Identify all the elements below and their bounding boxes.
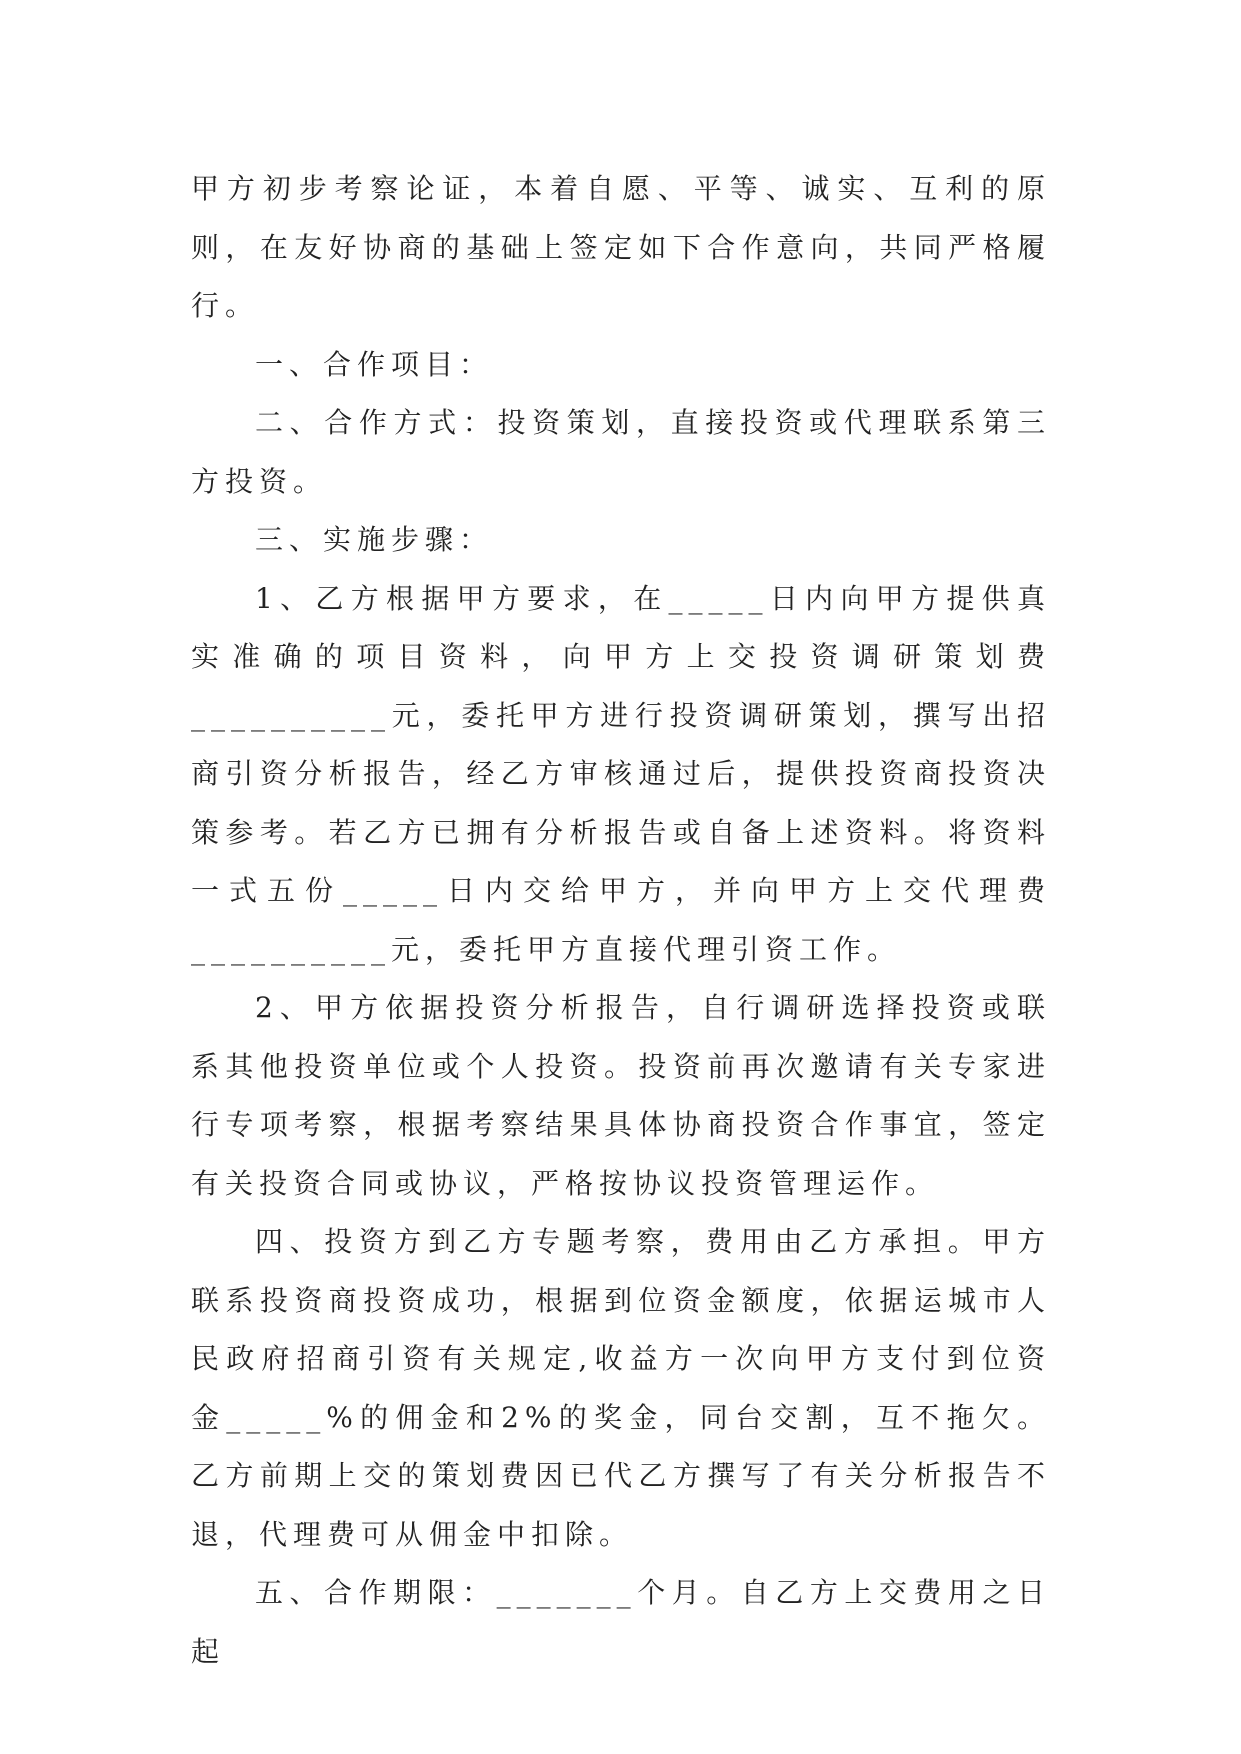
paragraph-cooperation-project: 一、合作项目： (255, 347, 494, 381)
paragraph-cooperation-method: 二、合作方式：投资策划，直接投资或代理联系第三方投资。 (191, 406, 1051, 498)
paragraph-step-1: 1、乙方根据甲方要求，在_____日内向甲方提供真实准确的项目资料，向甲方上交投资调研策划费__________元，委托甲方进行投资调研策划，撰写出招商引资分析报告，经乙方审核通过后，提供投资商投资决策参考。若乙方已拥有分析报告或自备上述资料。将资料一式五份_____日内交给甲方，并向甲方上交代理费__________元，委托甲方直接代理引资工作。 (191, 581, 1051, 966)
paragraph-investor-inspection: 四、投资方到乙方专题考察，费用由乙方承担。甲方联系投资商投资成功，根据到位资金额度，依据运城市人民政府招商引资有关规定,收益方一次向甲方支付到位资金_____%的佣金和2%的奖金，同台交割，互不拖欠。乙方前期上交的策划费因已代乙方撰写了有关分析报告不退，代理费可从佣金中扣除。 (191, 1225, 1051, 1551)
paragraph-preamble: 甲方初步考察论证，本着自愿、平等、诚实、互利的原则，在友好协商的基础上签定如下合作意向，共同严格履行。 (191, 172, 1051, 322)
paragraph-cooperation-term: 五、合作期限：_______个月。自乙方上交费用之日起 (191, 1576, 1051, 1668)
document-body (191, 160, 1051, 1681)
paragraph-implementation-steps: 三、实施步骤： (255, 523, 494, 556)
paragraph-step-2: 2、甲方依据投资分析报告，自行调研选择投资或联系其他投资单位或个人投资。投资前再次邀请有关专家进行专项考察，根据考察结果具体协商投资合作事宜，签定有关投资合同或协议，严格按协议投资管理运作。 (191, 991, 1051, 1200)
